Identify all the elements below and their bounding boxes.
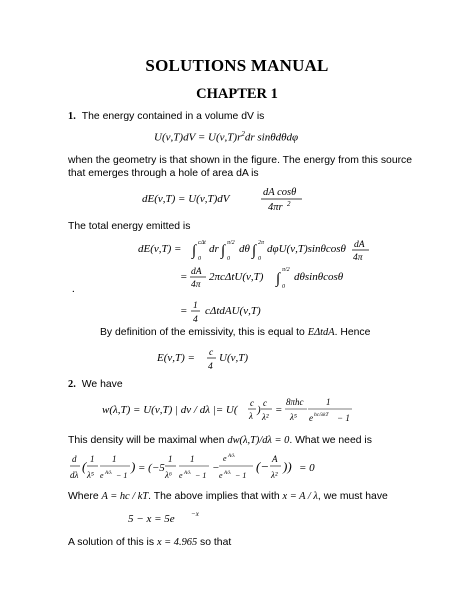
svg-text:1: 1 xyxy=(112,454,117,464)
svg-text:λ²: λ² xyxy=(262,412,269,422)
svg-text:U(ν,T): U(ν,T) xyxy=(219,352,249,364)
svg-text:(: ( xyxy=(82,459,87,474)
svg-text:8πhc: 8πhc xyxy=(286,397,304,407)
svg-text:− 1: − 1 xyxy=(116,471,128,480)
svg-text:− 1: − 1 xyxy=(235,471,247,480)
svg-text:dθsinθcosθ: dθsinθcosθ xyxy=(294,271,344,283)
svg-text:0: 0 xyxy=(258,256,261,262)
emissivity-paragraph: By definition of the emissivity, this is equal to EΔtdA. Hence xyxy=(100,327,371,338)
svg-text:e: e xyxy=(219,471,223,480)
svg-text:A/λ: A/λ xyxy=(105,471,112,476)
svg-text:2πcΔtU(ν,T): 2πcΔtU(ν,T) xyxy=(209,271,264,283)
svg-text:w(λ,T) = U(ν,T) | dν / dλ |= U: w(λ,T) = U(ν,T) | dν / dλ |= U( xyxy=(102,404,238,416)
svg-text:cΔt: cΔt xyxy=(198,240,206,246)
svg-text:)): )) xyxy=(283,459,292,474)
total-energy-paragraph: The total energy emitted is xyxy=(68,221,191,232)
geometry-paragraph: when the geometry is that shown in the figure. The energy from this source that emerges through a hole of area dA is xyxy=(68,155,413,179)
svg-text:= (−5: = (−5 xyxy=(138,462,165,474)
svg-text:= 0: = 0 xyxy=(299,462,315,474)
problem-2-number: 2. xyxy=(68,379,76,390)
svg-text:): ) xyxy=(257,404,261,416)
svg-text:λ⁵: λ⁵ xyxy=(290,412,298,422)
svg-text:−x: −x xyxy=(191,510,199,518)
stray-dot: . xyxy=(72,283,75,295)
equation-wavelength-density xyxy=(100,394,320,426)
svg-text:1: 1 xyxy=(326,397,331,407)
svg-text:λ⁶: λ⁶ xyxy=(165,470,173,480)
svg-text:): ) xyxy=(131,459,136,474)
solution-paragraph: A solution of this is x = 4.965 so that xyxy=(68,537,232,548)
problem-2-intro xyxy=(68,378,428,391)
svg-text:λ⁵: λ⁵ xyxy=(87,470,95,480)
svg-text:1: 1 xyxy=(193,301,198,311)
svg-text:− 1: − 1 xyxy=(337,413,350,423)
manual-title: SOLUTIONS MANUAL xyxy=(145,56,329,75)
equation-transcendental xyxy=(126,506,206,528)
problem-1-intro xyxy=(68,110,428,123)
svg-text:dφU(ν,T)sinθcosθ: dφU(ν,T)sinθcosθ xyxy=(267,243,346,255)
svg-text:π/2: π/2 xyxy=(227,240,235,246)
svg-text:dE(ν,T) =: dE(ν,T) = xyxy=(138,243,182,255)
equation-energy-volume: $U(\nu,T)dV = U(\nu,T)r^2dr$ sinθdθdφ xyxy=(154,130,299,144)
problem-1-number: 1. xyxy=(68,111,76,122)
svg-text:dr: dr xyxy=(209,243,219,255)
svg-text:1: 1 xyxy=(168,454,173,464)
svg-text:A/λ: A/λ xyxy=(184,471,191,476)
svg-text:c: c xyxy=(209,348,214,358)
svg-text:2π: 2π xyxy=(258,240,265,246)
svg-text:0: 0 xyxy=(227,256,230,262)
svg-text:E(ν,T) =: E(ν,T) = xyxy=(157,352,195,364)
svg-text:e: e xyxy=(100,471,104,480)
svg-text:dA: dA xyxy=(191,267,202,277)
svg-text:5 − x = 5e: 5 − x = 5e xyxy=(128,513,175,525)
svg-text:∫: ∫ xyxy=(221,243,226,259)
svg-text:=: = xyxy=(275,404,283,416)
svg-text:− 1: − 1 xyxy=(195,471,207,480)
svg-text:cΔtdAU(ν,T): cΔtdAU(ν,T) xyxy=(205,305,261,317)
problem-2-text: We have xyxy=(81,379,123,390)
equation-derivative xyxy=(68,450,318,484)
svg-text:dA cosθ: dA cosθ xyxy=(263,187,297,198)
equation-dE-hole xyxy=(140,184,310,214)
svg-text:0: 0 xyxy=(198,256,201,262)
equation-emissivity xyxy=(155,344,275,372)
svg-text:d: d xyxy=(72,454,77,464)
chapter-heading: CHAPTER 1 xyxy=(196,86,278,102)
svg-text:e: e xyxy=(223,454,227,463)
svg-text:∫: ∫ xyxy=(252,243,257,259)
substitution-paragraph: Where A = hc / kT. The above implies that with x = A / λ, we must have xyxy=(68,491,388,502)
svg-text:dE(ν,T) = U(ν,T)dV: dE(ν,T) = U(ν,T)dV xyxy=(142,193,230,205)
svg-text:4: 4 xyxy=(208,362,213,372)
svg-text:π/2: π/2 xyxy=(282,267,290,273)
svg-text:∫: ∫ xyxy=(192,243,197,259)
svg-text:=: = xyxy=(180,305,188,317)
svg-text:λ²: λ² xyxy=(271,470,278,480)
svg-text:A/λ: A/λ xyxy=(228,454,235,459)
svg-text:e: e xyxy=(309,413,313,423)
svg-text:c: c xyxy=(250,398,254,408)
svg-text:4π: 4π xyxy=(191,280,201,290)
svg-text:hc/λkT: hc/λkT xyxy=(314,412,329,418)
svg-text:dθ: dθ xyxy=(239,243,250,255)
problem-1-text: The energy contained in a volume dV is xyxy=(81,111,265,122)
svg-text:2: 2 xyxy=(287,200,291,208)
equation-planck-factor xyxy=(306,394,354,426)
svg-text:0: 0 xyxy=(282,284,285,290)
svg-text:1: 1 xyxy=(190,454,195,464)
svg-text:1: 1 xyxy=(90,454,95,464)
svg-text:dλ: dλ xyxy=(70,470,79,480)
svg-text:A/λ: A/λ xyxy=(224,471,231,476)
svg-text:4: 4 xyxy=(193,315,198,325)
maximum-condition-paragraph: This density will be maximal when dw(λ,T)/dλ = 0. What we need is xyxy=(68,435,372,446)
svg-text:A: A xyxy=(272,454,278,464)
svg-text:=: = xyxy=(180,271,188,283)
svg-text:−: − xyxy=(212,462,220,474)
svg-text:4π: 4π xyxy=(353,253,363,263)
svg-text:λ: λ xyxy=(249,411,253,421)
svg-text:e: e xyxy=(179,471,183,480)
svg-text:dA: dA xyxy=(354,240,365,250)
svg-text:∫: ∫ xyxy=(276,271,281,287)
svg-text:4πr: 4πr xyxy=(268,202,283,213)
svg-text:(−: (− xyxy=(256,459,270,474)
svg-text:c: c xyxy=(263,398,267,408)
